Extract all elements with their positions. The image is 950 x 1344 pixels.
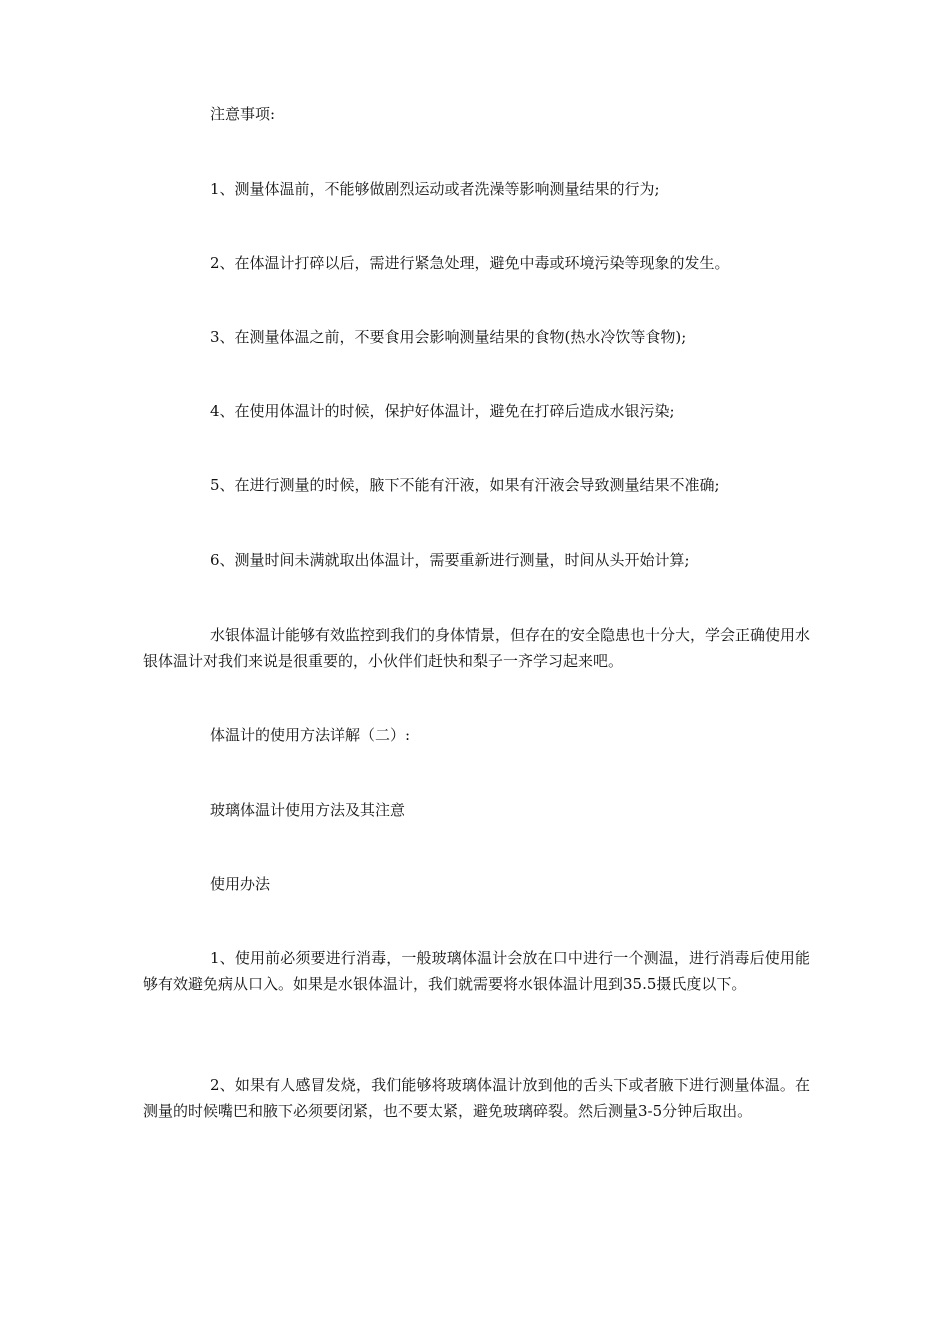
notes-heading: 注意事项:: [210, 105, 276, 123]
usage-step-1: 1、使用前必须要进行消毒，一般玻璃体温计会放在口中进行一个测温，进行消毒后使用能够有效避免病从口入。如果是水银体温计，我们就需要将水银体温计甩到35.5摄氏度以下。: [143, 949, 810, 993]
usage-step-2: 2、如果有人感冒发烧，我们能够将玻璃体温计放到他的舌头下或者腋下进行测量体温。在测量的时候嘴巴和腋下必须要闭紧，也不要太紧，避免玻璃碎裂。然后测量3-5分钟后取出。: [143, 1076, 810, 1120]
usage-heading: 使用办法: [210, 875, 271, 893]
note-item-4: 4、在使用体温计的时候，保护好体温计，避免在打碎后造成水银污染;: [210, 402, 675, 420]
note-item-1: 1、测量体温前，不能够做剧烈运动或者洗澡等影响测量结果的行为;: [210, 180, 660, 198]
summary-paragraph: 水银体温计能够有效监控到我们的身体情景，但存在的安全隐患也十分大，学会正确使用水银体温计对我们来说是很重要的，小伙伴们赶快和梨子一齐学习起来吧。: [143, 626, 811, 670]
note-item-2: 2、在体温计打碎以后，需进行紧急处理，避免中毒或环境污染等现象的发生。: [210, 254, 730, 272]
note-item-6: 6、测量时间未满就取出体温计，需要重新进行测量，时间从头开始计算;: [210, 551, 690, 569]
section-title: 体温计的使用方法详解（二）:: [210, 726, 411, 744]
subsection-title: 玻璃体温计使用方法及其注意: [210, 801, 406, 819]
note-item-3: 3、在测量体温之前，不要食用会影响测量结果的食物(热水冷饮等食物);: [210, 328, 687, 346]
note-item-5: 5、在进行测量的时候，腋下不能有汗液，如果有汗液会导致测量结果不准确;: [210, 476, 720, 494]
